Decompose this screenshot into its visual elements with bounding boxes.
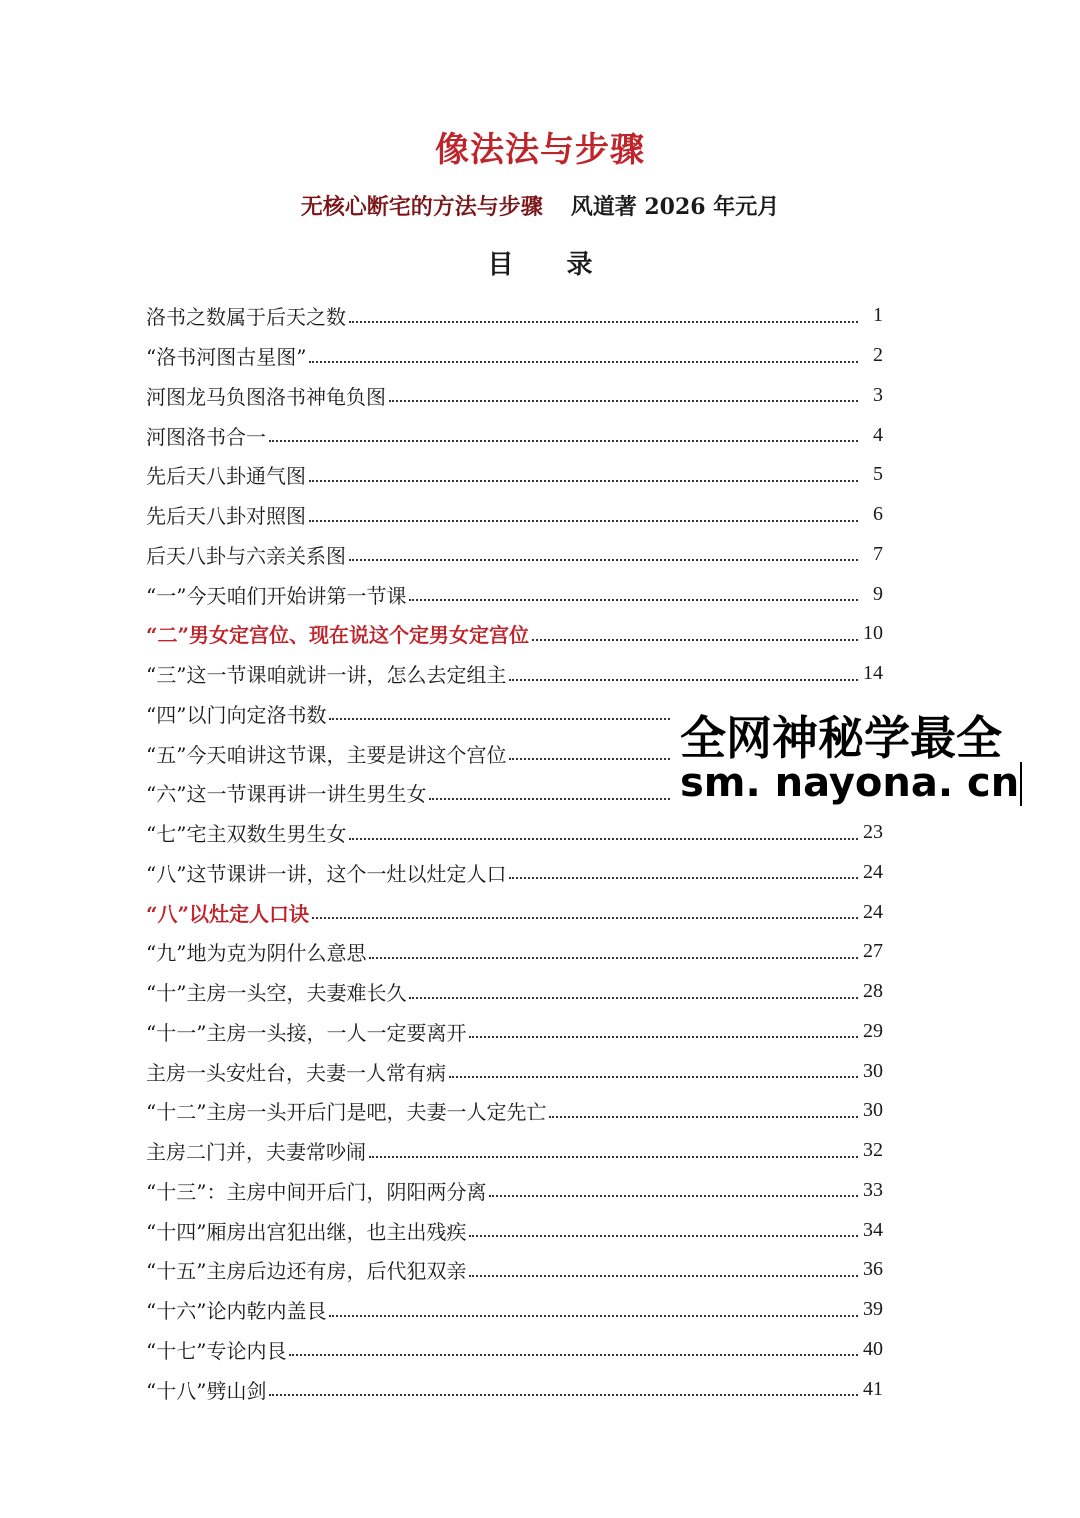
toc-page-number: 14: [863, 662, 883, 685]
toc-entry: [146, 455, 883, 495]
toc-entry: [146, 654, 883, 694]
toc-dot-leader: [509, 877, 858, 879]
toc-entry: [146, 296, 883, 336]
toc-entry: [146, 495, 883, 535]
toc-entry: [146, 574, 883, 614]
toc-entry: [146, 1051, 883, 1091]
author-date: 风道著 2026 年元月: [570, 194, 780, 220]
toc-entry-title: 后天八卦与六亲关系图: [146, 543, 346, 568]
text-cursor: [1020, 762, 1022, 806]
toc-entry-title: 先后天八卦对照图: [146, 504, 306, 529]
toc-entry-title: “十六”论内乾内盖艮: [146, 1299, 327, 1324]
toc-entry: [146, 376, 883, 416]
toc-page-number: 28: [863, 980, 883, 1003]
toc-entry: [146, 1369, 883, 1409]
toc-dot-leader: [289, 1354, 858, 1356]
toc-entry-title: 洛书之数属于后天之数: [146, 305, 346, 330]
toc-page-number: 30: [863, 1099, 883, 1122]
toc-entry: [146, 1210, 883, 1250]
toc-page-number: 32: [863, 1139, 883, 1162]
toc-entry-title: “洛书河图古星图”: [146, 345, 307, 370]
toc-entry-title: “十八”劈山剑: [146, 1378, 267, 1403]
toc-dot-leader: [409, 599, 858, 601]
toc-entry-title: “十二”主房一头开后门是吧，夫妻一人定先亡: [146, 1100, 547, 1125]
toc-entry: [146, 535, 883, 575]
toc-page-number: 23: [863, 821, 883, 844]
toc-entry: [146, 1091, 883, 1131]
toc-entry-title: “二”男女定宫位、现在说这个定男女定宫位: [146, 623, 530, 648]
watermark-overlay: [672, 696, 1080, 814]
toc-entry-title: “七”宅主双数生男生女: [146, 822, 347, 847]
toc-entry-title: 主房一头安灶台，夫妻一人常有病: [146, 1060, 446, 1085]
toc-dot-leader: [409, 997, 858, 999]
toc-page-number: 5: [873, 463, 883, 486]
toc-entry: [146, 932, 883, 972]
toc-entry-title: “十三”：主房中间开后门，阴阳两分离: [146, 1179, 487, 1204]
toc-page-number: 6: [873, 503, 883, 526]
toc-dot-leader: [449, 1076, 858, 1078]
toc-entry-title: “九”地为克为阴什么意思: [146, 941, 367, 966]
watermark-text: 全网神秘学最全: [680, 711, 1002, 765]
toc-entry-title: 先后天八卦通气图: [146, 464, 306, 489]
toc-entry: [146, 1250, 883, 1290]
toc-entry-title: “六”这一节课再讲一讲生男生女: [146, 782, 427, 807]
toc-page-number: 24: [863, 900, 883, 923]
toc-dot-leader: [369, 957, 858, 959]
toc-entry: [146, 614, 883, 654]
toc-entry: [146, 1131, 883, 1171]
toc-entry-title: 河图龙马负图洛书神龟负图: [146, 384, 386, 409]
toc-page-number: 24: [863, 860, 883, 883]
toc-entry-title: “十”主房一头空，夫妻难长久: [146, 981, 407, 1006]
toc-dot-leader: [349, 559, 858, 561]
toc-entry-title: 河图洛书合一: [146, 424, 266, 449]
toc-entry-title: 主房二门并，夫妻常吵闹: [146, 1140, 366, 1165]
toc-entry-title: “八”以灶定人口诀: [146, 901, 310, 926]
toc-dot-leader: [389, 400, 858, 402]
toc-page-number: 34: [863, 1218, 883, 1241]
toc-page-number: 40: [863, 1337, 883, 1360]
toc-entry: [146, 853, 883, 893]
toc-page-number: 9: [873, 582, 883, 605]
toc-entry-title: “五”今天咱讲这节课，主要是讲这个宫位: [146, 742, 507, 767]
toc-page-number: 41: [863, 1377, 883, 1400]
document-title: 像法法与步骤: [435, 130, 645, 170]
toc-entry: [146, 1330, 883, 1370]
toc-dot-leader: [349, 321, 858, 323]
toc-entry: [146, 415, 883, 455]
toc-dot-leader: [369, 1156, 858, 1158]
toc-dot-leader: [309, 480, 858, 482]
toc-entry-title: “一”今天咱们开始讲第一节课: [146, 583, 407, 608]
toc-heading: 目 录: [487, 250, 615, 280]
toc-entry: [146, 1171, 883, 1211]
toc-page-number: 1: [873, 304, 883, 327]
toc-dot-leader: [309, 361, 858, 363]
toc-page-number: 39: [863, 1298, 883, 1321]
toc-entry-title: “四”以门向定洛书数: [146, 702, 327, 727]
toc-dot-leader: [469, 1235, 858, 1237]
toc-dot-leader: [269, 440, 858, 442]
toc-dot-leader: [549, 1116, 858, 1118]
toc-entry-title: “十五”主房后边还有房，后代犯双亲: [146, 1259, 467, 1284]
toc-entry-title: “八”这节课讲一讲，这个一灶以灶定人口: [146, 861, 507, 886]
toc-entry-title: “十一”主房一头接，一人一定要离开: [146, 1020, 467, 1045]
toc-page-number: 29: [863, 1019, 883, 1042]
toc-dot-leader: [469, 1275, 858, 1277]
toc-entry: [146, 1290, 883, 1330]
toc-page-number: 10: [863, 622, 883, 645]
table-of-contents: [146, 296, 883, 1409]
toc-page-number: 4: [873, 423, 883, 446]
toc-dot-leader: [329, 1315, 858, 1317]
toc-page-number: 2: [873, 344, 883, 367]
toc-dot-leader: [349, 838, 858, 840]
document-subtitle: [0, 190, 1080, 221]
toc-dot-leader: [532, 639, 858, 641]
toc-dot-leader: [269, 1394, 858, 1396]
watermark-url: sm. nayona. cn: [680, 760, 1020, 806]
toc-page-number: 27: [863, 940, 883, 963]
toc-page-number: 36: [863, 1258, 883, 1281]
toc-entry: [146, 1012, 883, 1052]
toc-entry-title: “十四”厢房出宫犯出继，也主出残疾: [146, 1219, 467, 1244]
toc-page-number: 33: [863, 1178, 883, 1201]
toc-entry: [146, 892, 883, 932]
toc-page-number: 7: [873, 542, 883, 565]
toc-entry-title: “三”这一节课咱就讲一讲，怎么去定组主: [146, 663, 507, 688]
toc-entry: [146, 813, 883, 853]
toc-dot-leader: [469, 1036, 858, 1038]
toc-page-number: 3: [873, 383, 883, 406]
toc-dot-leader: [309, 520, 858, 522]
toc-entry: [146, 972, 883, 1012]
toc-dot-leader: [312, 917, 858, 919]
toc-entry: [146, 336, 883, 376]
toc-page-number: 30: [863, 1059, 883, 1082]
toc-dot-leader: [509, 679, 858, 681]
toc-dot-leader: [489, 1195, 858, 1197]
toc-entry-title: “十七”专论内艮: [146, 1338, 287, 1363]
subtitle-text: 无核心断宅的方法与步骤: [300, 194, 543, 220]
